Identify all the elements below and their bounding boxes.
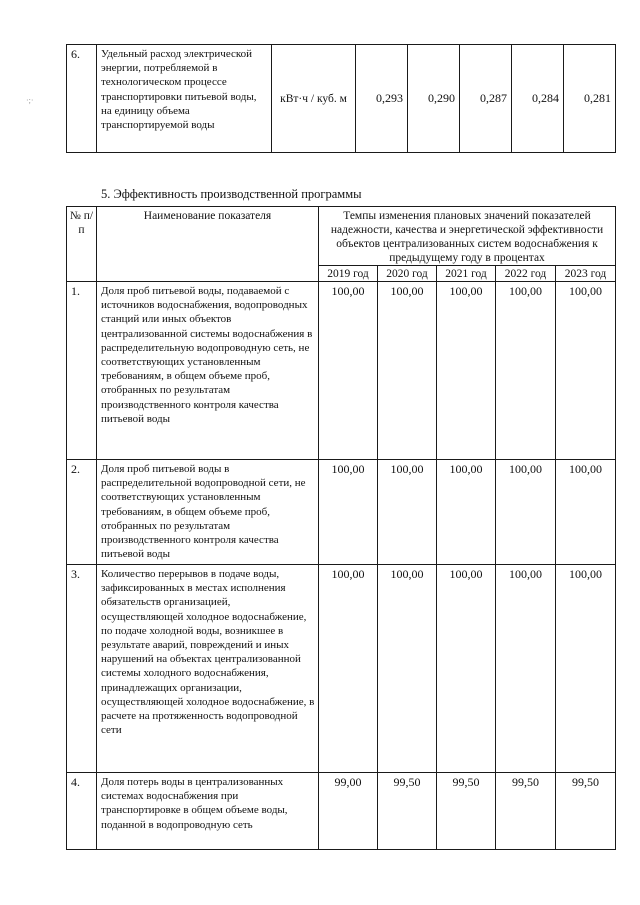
value-cell: 0,290: [408, 45, 460, 153]
value-cell: 100,00: [437, 282, 496, 460]
row-index: 4.: [67, 773, 97, 850]
margin-mark: ·;·: [26, 96, 34, 105]
header-rates: Темпы изменения плановых значений показателей надежности, качества и энергетической эффективности объектов централизованных систем водоснабжения к предыдущему году в процентах: [319, 207, 616, 266]
top-table: [66, 44, 616, 153]
value-cell: 100,00: [378, 565, 437, 773]
efficiency-table: [66, 206, 616, 850]
year-header: 2023 год: [556, 266, 616, 282]
value-cell: 0,281: [564, 45, 616, 153]
value-cell: 100,00: [556, 565, 616, 773]
value-cell: 100,00: [496, 565, 556, 773]
value-cell: 99,50: [437, 773, 496, 850]
value-cell: 100,00: [319, 565, 378, 773]
value-cell: 100,00: [319, 282, 378, 460]
row-index: 1.: [67, 282, 97, 460]
row-index: 3.: [67, 565, 97, 773]
value-cell: 100,00: [556, 460, 616, 565]
indicator-name: Количество перерывов в подаче воды, зафиксированных в местах исполнения обязательств организацией, осуществляющей холодное водоснабжение, по подаче холодной воды, возникшее в результате аварий, повреждений и иных нарушений на объектах централизованной системы холодного водоснабжения, принадлежащих организации, осуществляющей холодное водоснабжение, в расчете на протяженность водопроводной сети: [97, 565, 319, 773]
value-cell: 100,00: [378, 460, 437, 565]
year-header: 2022 год: [496, 266, 556, 282]
year-header: 2020 год: [378, 266, 437, 282]
table-row: [67, 460, 616, 565]
value-cell: 100,00: [437, 565, 496, 773]
unit-cell: кВт·ч / куб. м: [272, 45, 356, 153]
value-cell: 0,287: [460, 45, 512, 153]
table-row: [67, 282, 616, 460]
value-cell: 100,00: [319, 460, 378, 565]
header-row: [67, 207, 616, 266]
header-name: Наименование показателя: [97, 207, 319, 282]
indicator-name: Доля проб питьевой воды, подаваемой с источников водоснабжения, водопроводных станций или иных объектов централизованной системы водоснабжения в распределительную водопроводную сеть, не соответствующих установленным требованиям, в общем объеме проб, отобранных по результатам производственного контроля качества питьевой воды: [97, 282, 319, 460]
value-cell: 100,00: [437, 460, 496, 565]
value-cell: 99,00: [319, 773, 378, 850]
year-header: 2021 год: [437, 266, 496, 282]
header-num: № п/п: [67, 207, 97, 282]
indicator-name: Доля потерь воды в централизованных системах водоснабжения при транспортировке в общем объеме воды, поданной в водопроводную сеть: [97, 773, 319, 850]
table-row: [67, 565, 616, 773]
indicator-name: Удельный расход электрической энергии, потребляемой в технологическом процессе транспортировки питьевой воды, на единицу объема транспортируемой воды: [97, 45, 272, 153]
year-header: 2019 год: [319, 266, 378, 282]
table-row: [67, 45, 616, 153]
row-index: 6.: [67, 45, 97, 153]
value-cell: 99,50: [496, 773, 556, 850]
value-cell: 99,50: [556, 773, 616, 850]
value-cell: 100,00: [556, 282, 616, 460]
section-title: 5. Эффективность производственной программы: [101, 187, 362, 201]
value-cell: 0,284: [512, 45, 564, 153]
value-cell: 100,00: [496, 460, 556, 565]
value-cell: 99,50: [378, 773, 437, 850]
row-index: 2.: [67, 460, 97, 565]
indicator-name: Доля проб питьевой воды в распределительной водопроводной сети, не соответствующих установленным требованиям, в общем объеме проб, отобранных по результатам производственного контроля качества питьевой воды: [97, 460, 319, 565]
value-cell: 100,00: [496, 282, 556, 460]
value-cell: 100,00: [378, 282, 437, 460]
value-cell: 0,293: [356, 45, 408, 153]
table-row: [67, 773, 616, 850]
